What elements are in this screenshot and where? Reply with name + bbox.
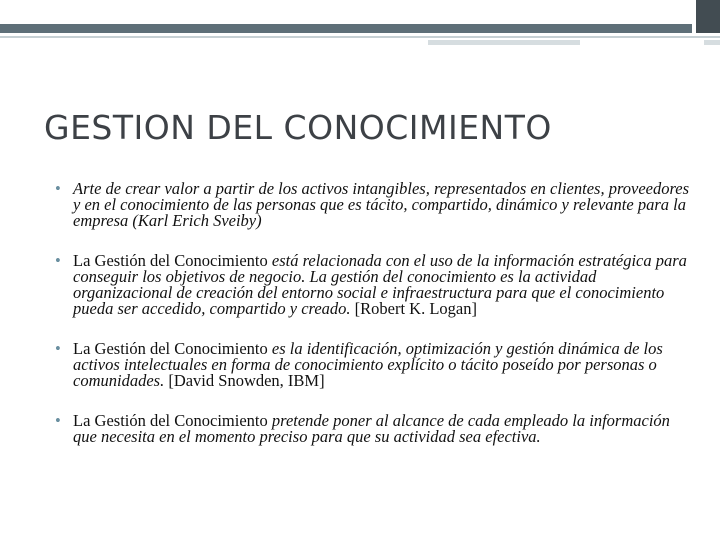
bullet-text: es la identificación, optimización y gestión dinámica de los activos intelectuales en forma de conocimiento explícito o tácito poseído por personas o comunidades. bbox=[73, 339, 663, 390]
bullet-item bbox=[55, 413, 695, 445]
bullet-text: pretende poner al alcance de cada empleado la información que necesita en el momento preciso para que su actividad sea efectiva. bbox=[73, 411, 670, 446]
header-accent bbox=[428, 40, 580, 45]
bullet-icon: • bbox=[55, 179, 61, 198]
bullet-source: [David Snowden, IBM] bbox=[164, 371, 325, 390]
header-rule bbox=[0, 36, 720, 38]
bullet-list bbox=[55, 181, 695, 469]
bullet-source: [Robert K. Logan] bbox=[350, 299, 477, 318]
slide-title: GESTION DEL CONOCIMIENTO bbox=[44, 108, 552, 147]
bullet-lead: La Gestión del Conocimiento bbox=[73, 251, 268, 270]
bullet-text: está relacionada con el uso de la información estratégica para conseguir los objetivos de negocio. La gestión del conocimiento es la actividad organizacional de creación del entorno social e infraestructura para que el conocimiento pueda ser accedido, compartido y creado. bbox=[73, 251, 687, 318]
bullet-item bbox=[55, 253, 695, 317]
bullet-text: Arte de crear valor a partir de los activos intangibles, representados en clientes, proveedores y en el conocimiento de las personas que es tácito, compartido, dinámico y relevante para la empresa (Karl Erich Sveiby) bbox=[73, 179, 690, 230]
header-corner-block bbox=[696, 0, 720, 33]
header-bar bbox=[0, 24, 692, 33]
bullet-icon: • bbox=[55, 251, 61, 270]
bullet-lead: La Gestión del Conocimiento bbox=[73, 339, 268, 358]
bullet-lead: La Gestión del Conocimiento bbox=[73, 411, 268, 430]
bullet-item bbox=[55, 341, 695, 389]
header-accent-right bbox=[704, 40, 720, 45]
bullet-item bbox=[55, 181, 695, 229]
bullet-icon: • bbox=[55, 339, 61, 358]
bullet-icon: • bbox=[55, 411, 61, 430]
